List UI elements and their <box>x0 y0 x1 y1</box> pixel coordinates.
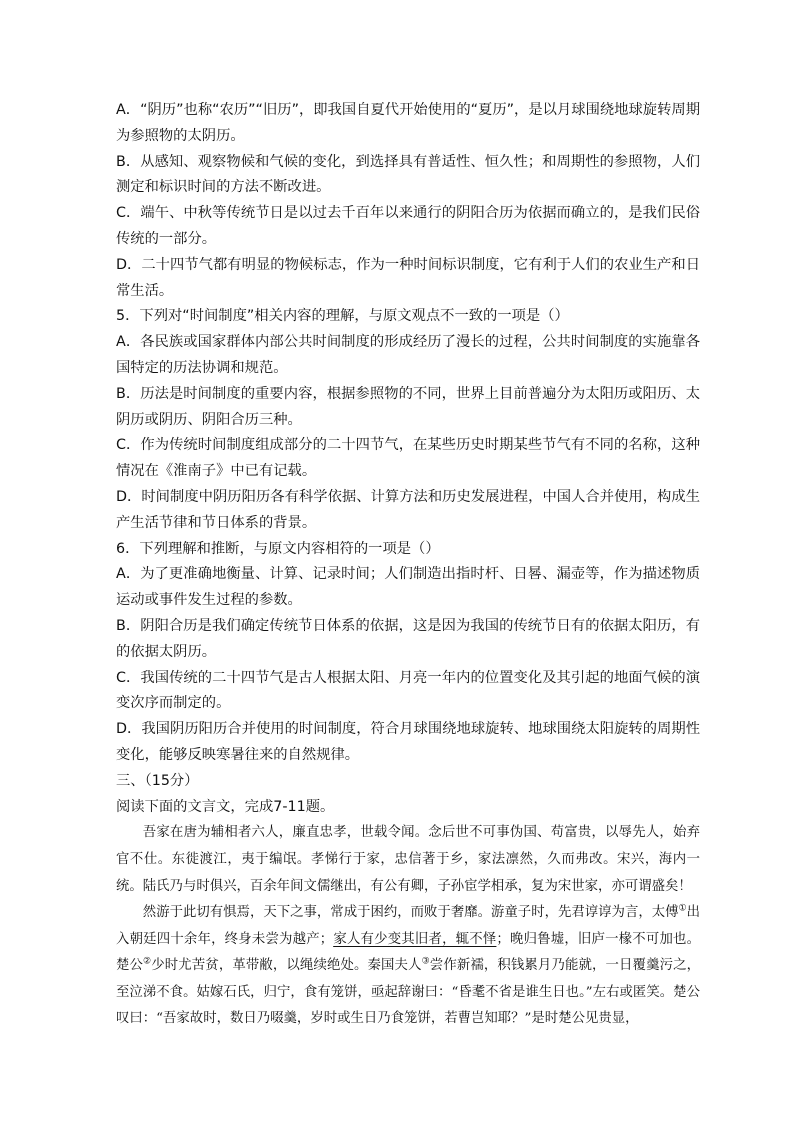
q4-option-c: C．端午、中秋等传统节日是以过去千百年以来通行的阴阳合历为依据而确立的，是我们民俗传统的一部分。 <box>116 205 700 247</box>
passage-text: 然游于此切有惧焉，天下之事，常成于困约，而败于奢靡。游童子时，先君谆谆为言，太傅 <box>142 905 679 921</box>
q6-option-d: D．我国阴历阳历合并使用的时间制度，符合月球围绕地球旋转、地球围绕太阳旋转的周期性变化，能够反映寒暑往来的自然规律。 <box>116 721 700 763</box>
q4-option-d: D．二十四节气都有明显的物候标志，作为一种时间标识制度，它有利于人们的农业生产和日常生活。 <box>116 256 700 299</box>
passage-text: ；晚归鲁墟，旧庐一椽不可加也。楚公 <box>116 931 701 974</box>
passage-text: 少时尤苦贫，革带敝，以绳续绝处。秦国夫人 <box>151 958 422 974</box>
classical-passage-paragraph-1: 吾家在唐为辅相者六人，廉直忠孝，世载令闻。念后世不可事伪国、苟富贵，以辱先人，始弃官不仕。东徙渡江，夷于编氓。孝悌行于家，忠信著于乡，家法凛然，久而弗改。宋兴，海内一统。陆氏乃与时俱兴，百余年间文儒继出，有公有卿，子孙宦学相承，复为宋世家，亦可谓盛矣！ <box>116 825 700 894</box>
document-body <box>116 98 700 1033</box>
q5-option-a: A．各民族或国家群体内部公共时间制度的形成经历了漫长的过程，公共时间制度的实施靠各国特定的历法协调和规范。 <box>116 334 700 376</box>
q4-option-b: B．从感知、观察物候和气候的变化，到选择具有普适性、恒久性；和周期性的参照物，人们测定和标识时间的方法不断改进。 <box>116 153 700 196</box>
q6-stem: 6．下列理解和推断，与原文内容相符的一项是（） <box>116 540 440 557</box>
q5-option-c: C．作为传统时间制度组成部分的二十四节气，在某些历史时期某些节气有不同的名称，这种情况在《淮南子》中已有记载。 <box>116 437 700 480</box>
q5-option-d: D．时间制度中阴历阳历各有科学依据、计算方法和历史发展进程，中国人合并使用，构成生产生活节律和节日体系的背景。 <box>116 488 700 531</box>
q6-option-c: C．我国传统的二十四节气是古人根据太阳、月亮一年内的位置变化及其引起的地面气候的演变次序而制定的。 <box>116 669 700 712</box>
section-instruction: 阅读下面的文言文，完成7-11题。 <box>116 798 335 815</box>
section-heading: 三、（15分） <box>116 772 199 789</box>
q6-option-a: A．为了更准确地衡量、计算、记录时间；人们制造出指时杆、日晷、漏壶等，作为描述物质运动或事件发生过程的参数。 <box>116 566 700 609</box>
q6-option-b: B．阴阳合历是我们确定传统节日体系的依据，这是因为我国的传统节日有的依据太阳历，有的依据太阴历。 <box>116 617 700 660</box>
q4-option-a: A．“阴历”也称“农历”“旧历”，即我国自夏代开始使用的“夏历”，是以月球围绕地球旋转周期为参照物的太阴历。 <box>116 102 700 144</box>
footnote-marker: ① <box>678 903 687 914</box>
underlined-sentence: 家人有少变其旧者，辄不怿 <box>333 931 497 947</box>
footnote-marker: ③ <box>421 956 430 967</box>
footnote-marker: ② <box>143 956 152 967</box>
classical-passage-paragraph-2 <box>116 900 700 1033</box>
q5-stem: 5．下列对“时间制度”相关内容的理解，与原文观点不一致的一项是（） <box>116 308 569 325</box>
passage-text: 尝作新襦，积钱累月乃能就，一日覆羹污之，至泣涕不食。姑嫁石氏，归宁，食有笼饼，亟起辞谢曰：“昏耄不省是谁生日也。”左右或匿笑。楚公叹曰：“吾家故时，数日乃啜羹，岁时或生日乃食笼饼，若曹岂知耶？”是时楚公见贵显， <box>116 958 701 1027</box>
q5-option-b: B．历法是时间制度的重要内容，根据参照物的不同，世界上目前普遍分为太阳历或阳历、太阴历或阴历、阴阳合历三种。 <box>116 385 700 428</box>
passage-text: 出入朝廷四十余年，终身未尝为越产； <box>116 905 700 947</box>
